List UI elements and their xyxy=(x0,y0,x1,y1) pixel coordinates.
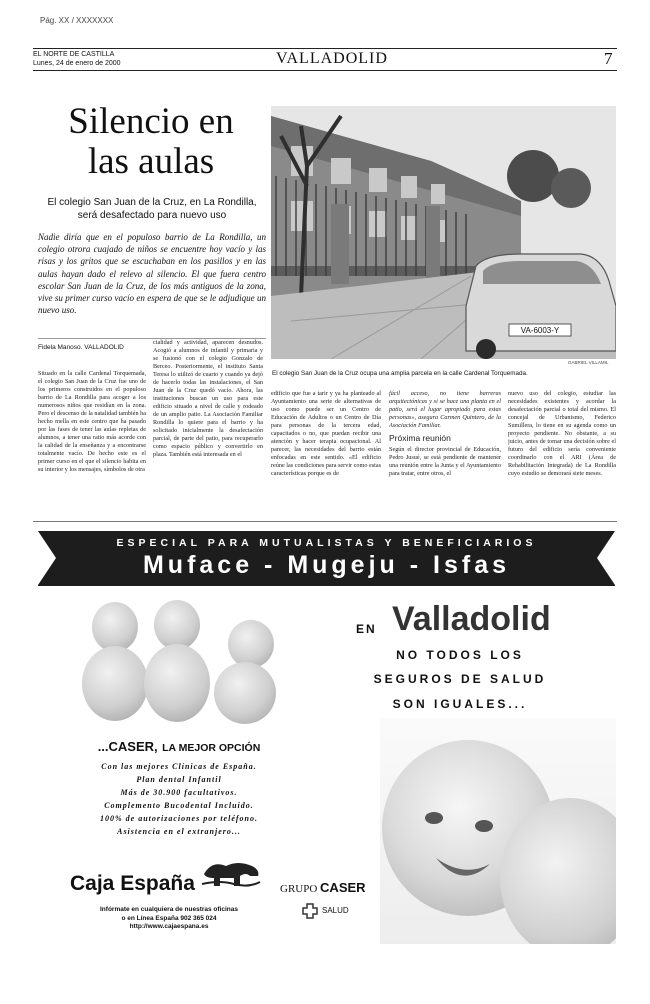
salud-label: SALUD xyxy=(322,906,349,915)
benefit-item: Complemento Bucodental Incluido. xyxy=(104,801,254,810)
caser-cross-icon xyxy=(302,903,318,919)
bank-info-line-1: Infórmate en cualquiera de nuestras oficinas xyxy=(100,906,238,913)
ad-banner xyxy=(38,531,615,586)
article-bottom-rule xyxy=(33,521,617,522)
baby-1-head xyxy=(92,602,138,652)
bank-info-line-2: o en Línea España 902 365 024 xyxy=(121,914,217,922)
bank-info-line-3: http://www.cajaespana.es xyxy=(129,923,209,930)
column-4-subhead: Próxima reunión xyxy=(389,433,451,443)
ad-en: EN xyxy=(356,622,377,636)
page-label: Pág. XX / XXXXXXX xyxy=(40,16,114,25)
babies-illustration xyxy=(70,598,280,730)
baby-face-drawing xyxy=(382,740,554,916)
headline xyxy=(38,102,264,182)
benefit-item: 100% de autorizaciones por teléfono. xyxy=(100,814,258,823)
baby-3-body xyxy=(214,662,276,724)
article-column-5: nuevo uso del colegio, estudiar las necesidades existentes y acordar la desafectación parcial o total del mismo. El concejal de Urbanismo, Federico Sumillera, lo tiene en su agenda como un proyecto pendiente. No obstante, a su juicio, antes de tomar una decisión sobre el futuro del edificio sería conveniente coordinarlo con el ARI (Área de Rehabilitación Integrada) de La Rondilla cuyo estudio se demorará siete meses. xyxy=(508,390,616,477)
paper-name: EL NORTE DE CASTILLA xyxy=(33,51,115,58)
column-4-text: Según el director provincial de Educación, Pedro Jusué, se está pendiente de mantener una reunión entre la Junta y el Ayuntamiento para tratar, entre otros, el xyxy=(389,446,501,477)
section-title: VALLADOLID xyxy=(276,50,388,67)
caser-tagline-text: LA MEJOR OPCIÓN xyxy=(162,742,261,754)
license-plate: VA-6003-Y xyxy=(520,326,560,335)
banner-top-line: ESPECIAL PARA MUTUALISTAS Y BENEFICIARIOS xyxy=(116,537,537,549)
subhead: El colegio San Juan de la Cruz, en La Rondilla, será desafectado para nuevo uso xyxy=(47,197,257,221)
headline-line-2: las aulas xyxy=(87,141,215,182)
headline-line-1: Silencio en xyxy=(68,101,234,142)
masthead-top-rule xyxy=(33,48,617,49)
baby-2-head xyxy=(154,600,200,650)
baby-3-head xyxy=(228,620,274,668)
benefits-list xyxy=(56,760,302,838)
ad-slogan-2: SEGUROS DE SALUD xyxy=(373,672,547,686)
paper-date: Lunes, 24 de enero de 2000 xyxy=(33,60,121,67)
benefit-item: Más de 30.900 facultativos. xyxy=(120,788,238,797)
article-column-1: Situado en la calle Cardenal Torquemada, el colegio San Juan de la Cruz fue uno de los primeros construidos en el populoso barrio de La Rondilla para acoger a los numerosos niños que residían en la zona. Pero el descenso de la natalidad también ha hecho mella en este centro que ha pasado por las fases de tener las aulas repletas de alumnos, a tener una ratio más acorde con la calidad de la enseñanza y a encontrarse totalmente vacío. De hecho este es el primer curso en el que el silencio habita en su interior y los mensajes, símbolos de otra xyxy=(38,370,146,473)
column-4-quote: fácil acceso, no tiene barreras arquitectónicas y si se hace una planta en el patio, será el lugar apropiado para estas personas», asegura Carmen Quintero, de la Asociación Familiar. xyxy=(389,390,501,429)
caser-tagline xyxy=(56,738,302,756)
ad-slogan-1: NO TODOS LOS xyxy=(396,648,524,662)
smiling-baby-photo xyxy=(380,718,616,944)
photo-credit: GABRIEL VILLAMIL xyxy=(568,360,609,365)
ad-slogan-3: SON IGUALES... xyxy=(392,697,528,711)
article-column-3: edificio que fue a tarir y ya ha planteado al Ayuntamiento una serie de alternativas de uso como puede ser un Centro de Educación de Adultos o un Centro de Día para personas de la tercera edad, capacitados o no, que puedan recibir una atención y hacer terapia ocupacional. Al parecer, las necesidades del barrio están enfocadas en este sentido. «El edificio reúne las condiciones para servir como estas características porque es de xyxy=(271,390,381,477)
ad-city: Valladolid xyxy=(392,600,551,638)
masthead-bottom-rule xyxy=(33,70,617,71)
article-column-4 xyxy=(389,390,501,516)
caser-label: CASER xyxy=(320,880,366,895)
photo-caption: El colegio San Juan de la Cruz ocupa una amplia parcela en la calle Cardenal Torquemada. xyxy=(272,370,528,377)
article-column-2: cialidad y actividad, aparecen desnudos. Acogió a alumnos de infantil y primaria y se fusionó con el colegio Gonzalo de Berceo. Posteriormente, el instituto Santa Teresa lo utilizó de cuarto y cuando ya dejó de hacerlo todas las instalaciones, el San Juan de la Cruz quedó vacío. Ahora, las instituciones buscan un uso para este edificio situado a nivel de calle y rodeado de un amplio patio. La Asociación Familiar Rondilla lo quiere para el barrio y ha solicitado inicialmente la desafectación parcial, de parte del patio, para recuperarlo como espacio público y convertirlo en plaza. También está interesada en el xyxy=(153,339,263,458)
benefit-item: Asistencia en el extranjero... xyxy=(117,827,241,836)
benefit-item: Con las mejores Clínicas de España. xyxy=(101,762,257,771)
school-photo xyxy=(271,106,616,359)
baby-1-body xyxy=(82,646,148,721)
page-number: 7 xyxy=(604,49,613,68)
bank-info xyxy=(62,906,276,932)
school-photo-drawing xyxy=(271,106,616,359)
banner-main-line: Muface - Mugeju - Isfas xyxy=(142,551,511,579)
baby-2-body xyxy=(144,644,210,722)
byline: Fidela Manoso. VALLADOLID xyxy=(38,344,124,351)
caser-tagline-brand: ...CASER, xyxy=(97,739,158,754)
bull-logo-icon xyxy=(200,858,262,890)
grupo-label: GRUPO xyxy=(280,883,318,895)
lead-paragraph: Nadie diría que en el populoso barrio de La Rondilla, un colegio otrora cuajado de niños se encuentre hoy vacío y las risas y los gritos que se escuchaban en los pasillos y en las aulas hayan dado el relevo al silencio. El que fuera centro escolar San Juan de la Cruz, de los más antiguos de la zona, vive su primer curso vacío en espera de que se le adjudique un nuevo uso. xyxy=(38,232,266,316)
benefit-item: Plan dental Infantil xyxy=(136,775,222,784)
bank-name: Caja España xyxy=(70,872,195,895)
grupo-caser-logo xyxy=(280,880,366,895)
